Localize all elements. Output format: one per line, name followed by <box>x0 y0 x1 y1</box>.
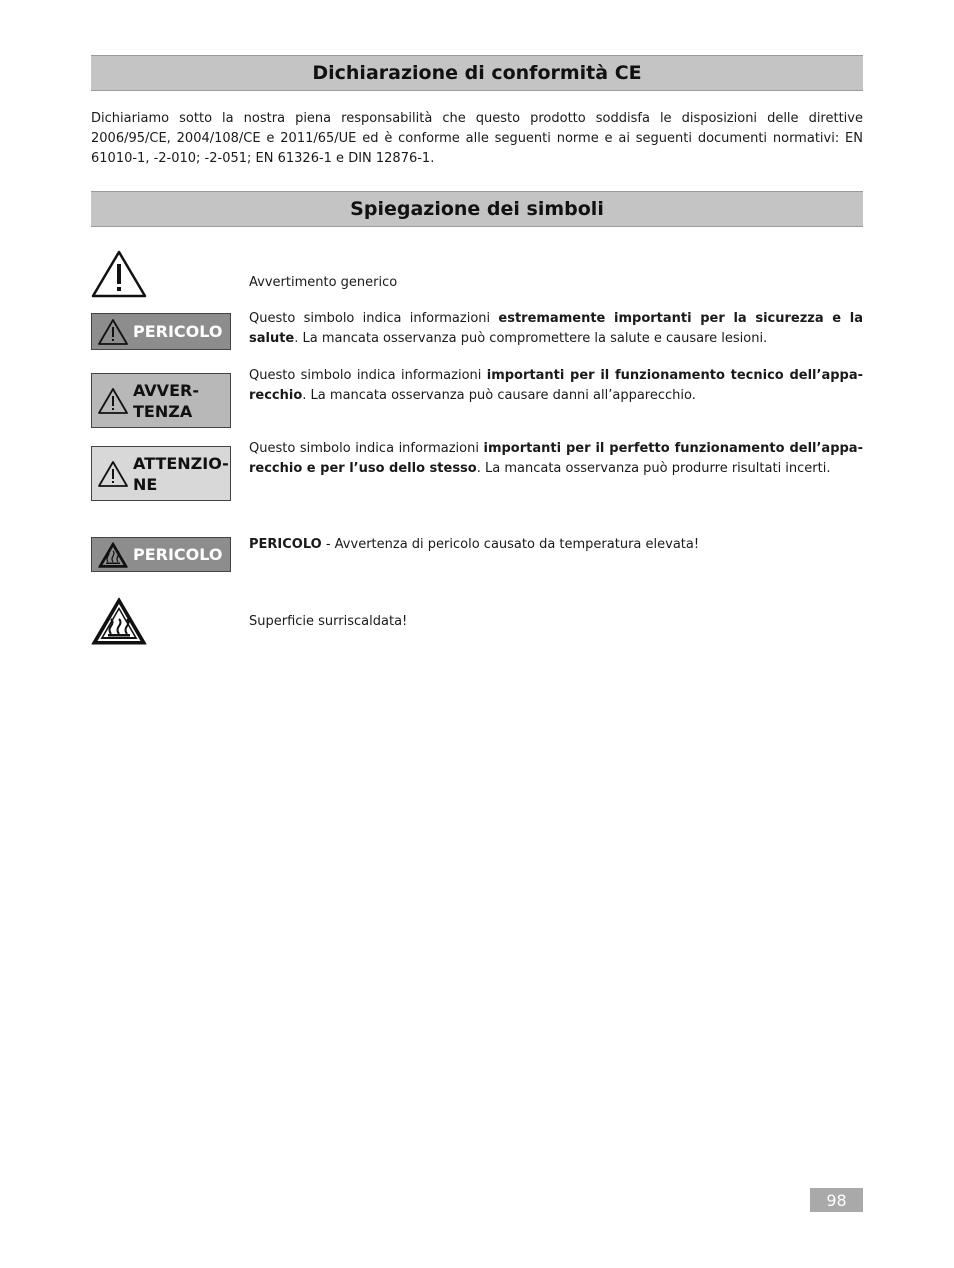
conformity-paragraph: Dichiariamo sotto la nostra piena responsabilità che questo prodotto soddisfa le disposizioni delle direttive 2006/95/CE, 2004/108/CE e 2011/65/UE ed è conforme alle seguenti norme e ai seguenti documenti normativi: EN 61010-1, -2-010; -2-051; EN 61326-1 e DIN 12876-1. <box>91 111 863 166</box>
warning-triangle-icon <box>97 460 129 488</box>
danger-desc-bold: estremamente importanti per la sicurezza e la salute <box>249 311 863 346</box>
hot-surface-text: Superficie surriscaldata! <box>249 614 408 629</box>
danger-label <box>91 313 231 350</box>
warning-label-line2: TENZA <box>133 401 193 421</box>
caution-label-line1: ATTENZIO- <box>133 453 229 473</box>
hot-danger-desc-post: - Avvertenza di pericolo causato da temperatura elevata! <box>321 537 700 552</box>
warning-triangle-icon <box>97 387 129 415</box>
hot-danger-label-text: PERICOLO <box>133 545 223 564</box>
symbols-heading: Spiegazione dei simboli <box>91 191 863 227</box>
danger-description <box>249 309 863 349</box>
warning-desc-post: . La mancata osservanza può causare danni all’apparecchio. <box>302 388 696 403</box>
warning-label-line1: AVVER- <box>133 380 199 400</box>
page-number: 98 <box>810 1188 863 1212</box>
hot-danger-desc-bold: PERICOLO <box>249 537 322 552</box>
general-warning-text: Avvertimento generico <box>249 275 398 290</box>
warning-label <box>91 373 231 428</box>
warning-triangle-icon <box>91 249 147 303</box>
caution-label-line2: NE <box>133 474 158 494</box>
warning-desc-pre: Questo simbolo indica informazioni <box>249 368 487 383</box>
hot-surface-triangle-icon <box>91 596 147 650</box>
warning-desc-bold: importanti per il funzionamento tecnico dell’appa-recchio <box>249 368 863 403</box>
hot-danger-description <box>249 535 863 555</box>
caution-desc-bold: importanti per il perfetto funzionamento dell’appa-recchio e per l’uso dello stesso <box>249 441 863 476</box>
warning-triangle-icon <box>97 318 129 346</box>
caution-label-text <box>133 453 229 495</box>
warning-description <box>249 366 863 406</box>
danger-label-text: PERICOLO <box>133 322 223 341</box>
conformity-heading: Dichiarazione di conformità CE <box>91 55 863 91</box>
caution-description <box>249 439 863 479</box>
warning-label-text <box>133 380 199 422</box>
hot-surface-icon <box>97 541 129 569</box>
danger-desc-post: . La mancata osservanza può compromettere la salute e causare lesioni. <box>294 331 768 346</box>
caution-label <box>91 446 231 501</box>
danger-desc-pre: Questo simbolo indica informazioni <box>249 311 499 326</box>
hot-danger-label <box>91 537 231 572</box>
caution-desc-pre: Questo simbolo indica informazioni <box>249 441 484 456</box>
caution-desc-post: . La mancata osservanza può produrre risultati incerti. <box>476 461 831 476</box>
